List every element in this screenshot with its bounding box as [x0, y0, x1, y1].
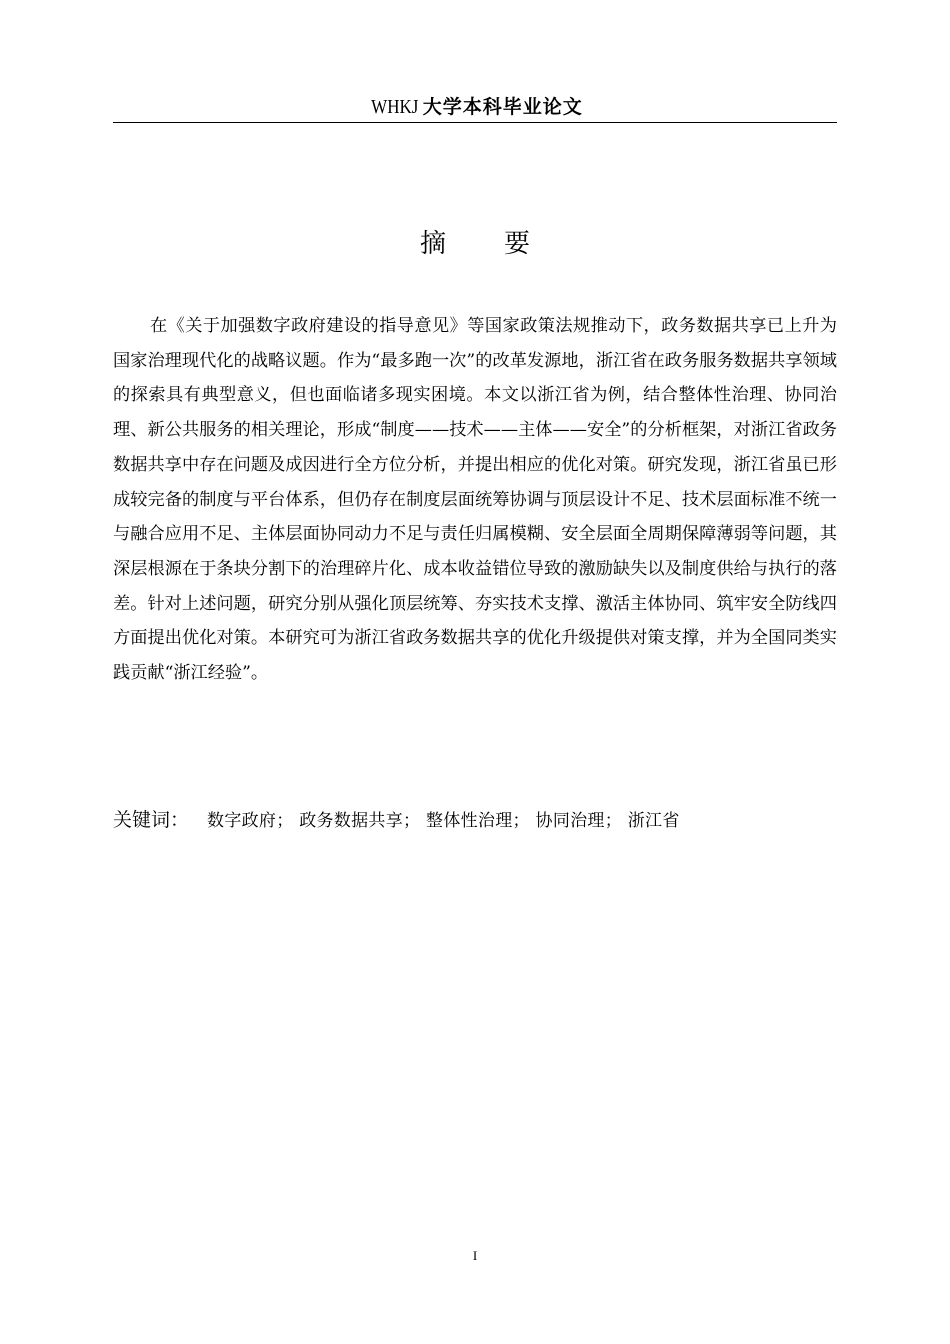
keywords-value: 数字政府； 政务数据共享； 整体性治理； 协同治理； 浙江省: [207, 811, 680, 831]
abstract-title: 摘要: [419, 229, 588, 259]
page-number: I: [472, 1248, 478, 1263]
abstract-body: 在《关于加强数字政府建设的指导意见》等国家政策法规推动下，政务数据共享已上升为国家治理现代化的战略议题。作为“最多跑一次”的改革发源地，浙江省在政务服务数据共享领域的探索具有典型意义，但也面临诸多现实困境。本文以浙江省为例，结合整体性治理、协同治理、新公共服务的相关理论，形成“制度——技术——主体——安全”的分析框架，对浙江省政务数据共享中存在问题及成因进行全方位分析，并提出相应的优化对策。研究发现，浙江省虽已形成较完备的制度与平台体系，但仍存在制度层面统筹协调与顶层设计不足、技术层面标准不统一与融合应用不足、主体层面协同动力不足与责任归属模糊、安全层面全周期保障薄弱等问题，其深层根源在于条块分割下的治理碎片化、成本收益错位导致的激励缺失以及制度供给与执行的落差。针对上述问题，研究分别从强化顶层统筹、夯实技术支撑、激活主体协同、筑牢安全防线四方面提出优化对策。本研究可为浙江省政务数据共享的优化升级提供对策支撑，并为全国同类实践贡献“浙江经验”。: [113, 316, 837, 684]
page-header: [113, 88, 837, 123]
keywords-label: 关键词：: [113, 809, 190, 831]
header-title: 大学本科毕业论文: [422, 96, 583, 118]
header-text: [367, 95, 583, 119]
keywords: [113, 804, 837, 837]
header-school-code: WHKJ: [371, 96, 419, 118]
